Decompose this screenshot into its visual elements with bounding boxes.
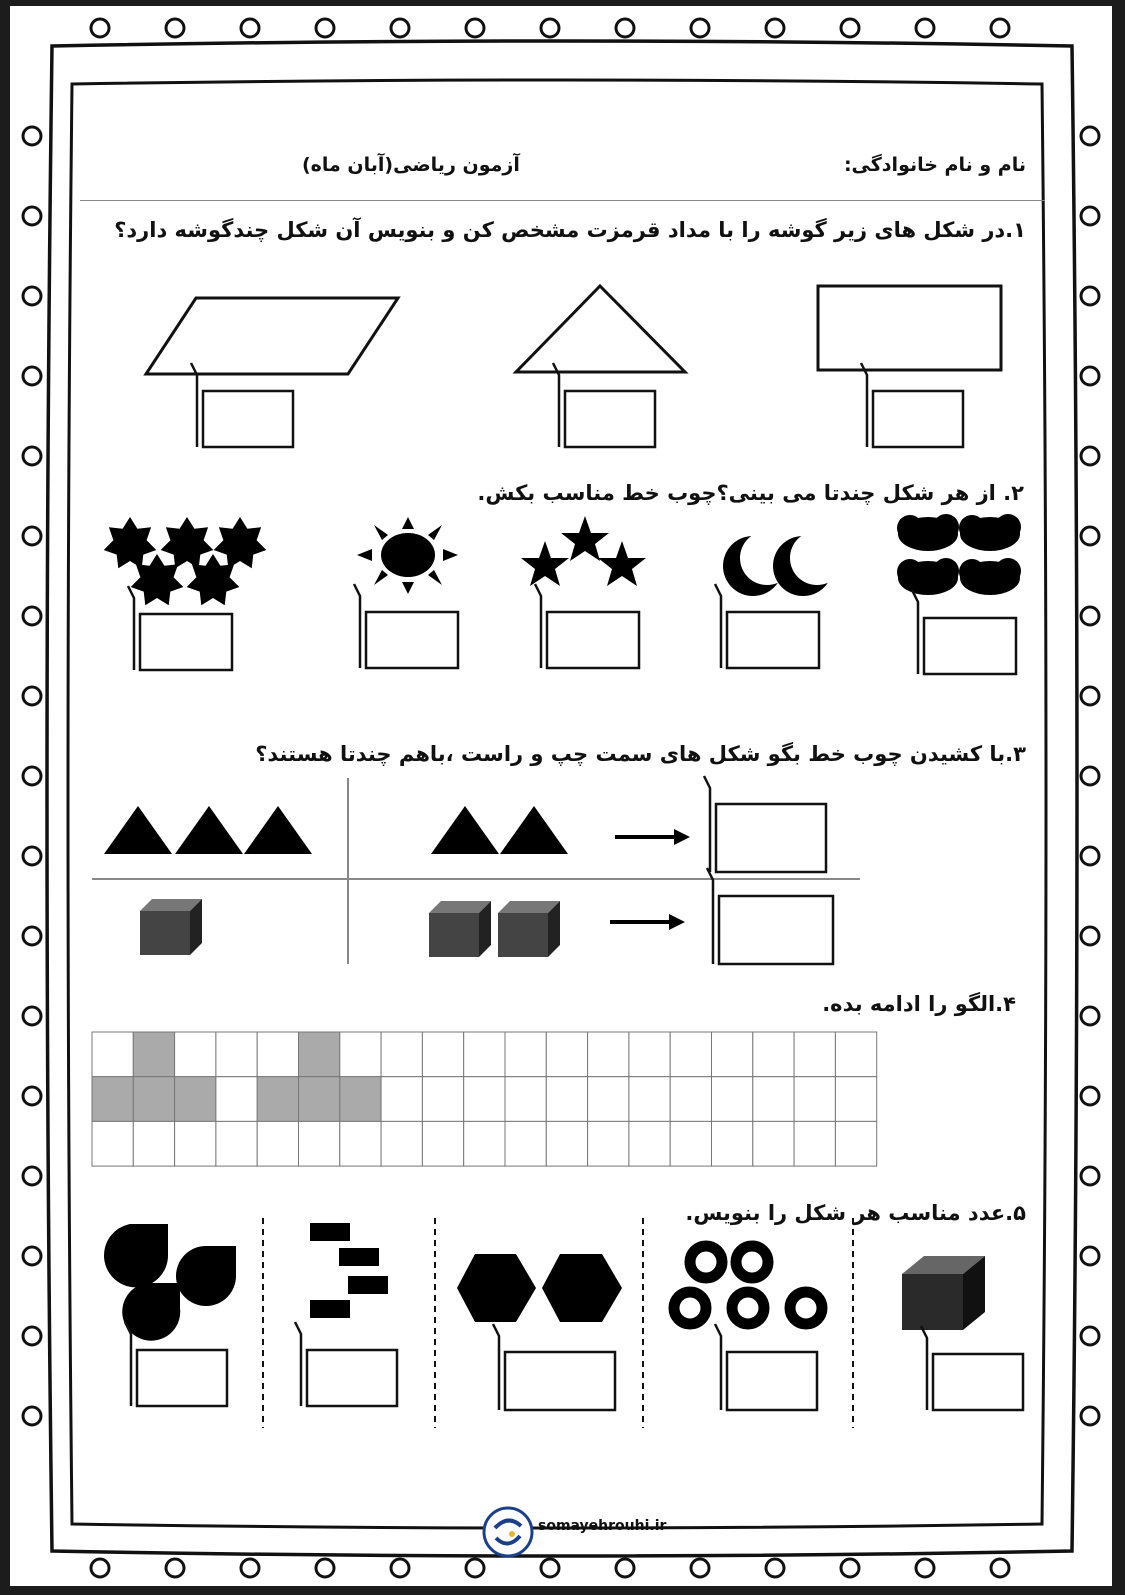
answer-box[interactable] xyxy=(128,586,232,670)
answer-box[interactable] xyxy=(295,1322,397,1406)
answer-box[interactable] xyxy=(493,1324,615,1410)
answer-box[interactable] xyxy=(704,776,826,872)
site-logo-icon xyxy=(482,1506,534,1558)
answer-box[interactable] xyxy=(125,1322,227,1406)
exam-title: آزمون ریاضی(آبان ماه) xyxy=(302,154,520,176)
answer-box[interactable] xyxy=(921,1326,1023,1410)
question-3: ۳.با کشیدن چوب خط بگو شکل های سمت چپ و راست ،باهم چندتا هستند؟ xyxy=(255,742,1026,766)
answer-box[interactable] xyxy=(715,1324,817,1410)
site-url[interactable]: somayehrouhi.ir xyxy=(538,1518,667,1534)
answer-box[interactable] xyxy=(912,590,1016,674)
question-4: ۴.الگو را ادامه بده. xyxy=(822,992,1016,1016)
answer-box[interactable] xyxy=(191,363,293,447)
answer-box[interactable] xyxy=(715,584,819,668)
worksheet-page xyxy=(10,6,1112,1586)
answer-box[interactable] xyxy=(861,363,963,447)
question-2: ۲. از هر شکل چندتا می بینی؟چوب خط مناسب بکش. xyxy=(477,481,1024,505)
answer-box[interactable] xyxy=(707,868,833,964)
name-label: نام و نام خانوادگی: xyxy=(843,154,1026,176)
answer-box[interactable] xyxy=(535,584,639,668)
answer-box[interactable] xyxy=(354,584,458,668)
answer-box[interactable] xyxy=(553,363,655,447)
question-1: ۱.در شکل های زیر گوشه را با مداد قرمزت مشخص کن و بنویس آن شکل چندگوشه دارد؟ xyxy=(114,218,1026,242)
question-5: ۵.عدد مناسب هر شکل را بنویس. xyxy=(685,1201,1026,1225)
answer-boxes xyxy=(10,6,1112,1586)
